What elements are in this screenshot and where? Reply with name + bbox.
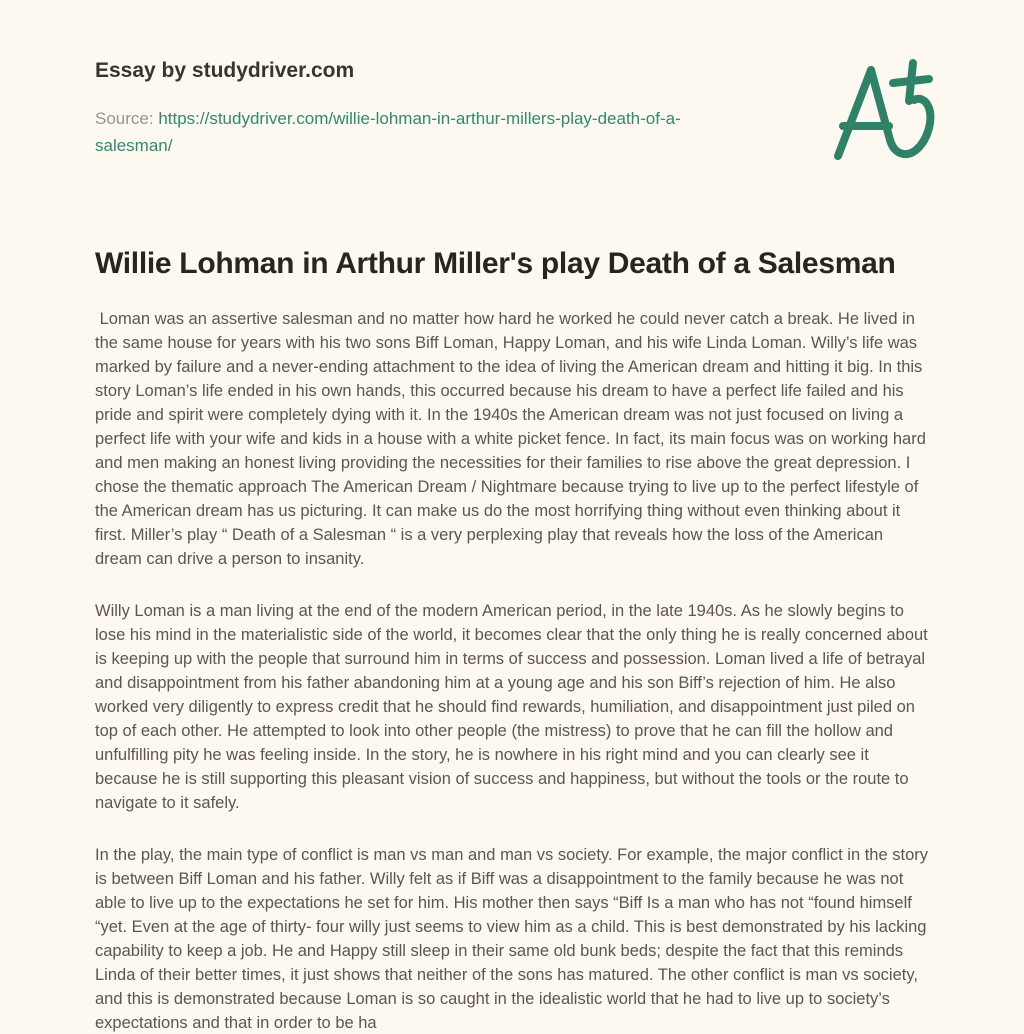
essay-paragraph-1: Loman was an assertive salesman and no matter how hard he worked he could never catch a break. He lived in the same house for years with his two sons Biff Loman, Happy Loman, and his wife Linda Loman. Willy’s life was marked by failure and a never-ending attachment to the idea of living the American dream and hitting it big. In this story Loman’s life ended in his own hands, this occurred because his dream to have a perfect life failed and his pride and spirit were completely dying with it. In the 1940s the American dream was not just focused on living a perfect life with your wife and kids in a house with a white picket fence. In fact, its main focus was on working hard and men making an honest living providing the necessities for their families to rise above the great depression. I chose the thematic approach The American Dream / Nightmare because trying to live up to the perfect lifestyle of the American dream has us picturing. It can make us do the most horrifying thing without even thinking about it first. Miller’s play “ Death of a Salesman “ is a very perplexing play that reveals how the loss of the American dream can drive a person to insanity. — [95, 310, 931, 569]
essay-body — [95, 307, 933, 1034]
logo-a-left-stroke — [838, 70, 871, 156]
logo-plus-vertical — [909, 63, 913, 101]
source-label: Source: — [95, 109, 159, 129]
source-link[interactable]: https://studydriver.com/willie-lohman-in-arthur-millers-play-death-of-a-salesman/ — [95, 109, 681, 155]
essay-byline: Essay by studydriver.com — [95, 59, 355, 82]
page-header — [95, 58, 930, 159]
essay-paragraph-2: Willy Loman is a man living at the end of the modern American period, in the late 1940s. As he slowly begins to lose his mind in the materialistic side of the world, it becomes clear that the only thing he is really concerned about is keeping up with the people that surround him in terms of success and possession. Loman lived a life of betrayal and disappointment from his father abandoning him at a young age and his son Biff’s rejection of him. He also worked very diligently to express credit that he should find rewards, humiliation, and disappointment just piled on top of each other. He attempted to look into other people (the mistress) to prove that he can fill the hollow and unfulfilling pity he was feeling inside. In the story, he is nowhere in his right mind and you can clearly see it because he is still supporting this pleasant vision of success and happiness, but without the tools or the route to navigate to it safely. — [95, 602, 933, 813]
essay-paragraph-3: In the play, the main type of conflict is man vs man and man vs society. For example, the major conflict in the story is between Biff Loman and his father. Willy felt as if Biff was a disappointment to the family because he was not able to live up to the expectations he set for him. His mother then says “Biff Is a man who has not “found himself “yet. Even at the age of thirty- four willy just seems to view him as a child. This is best demonstrated by his lacking capability to keep a job. He and Happy still sleep in their same old bunk beds; despite the fact that this reminds Linda of their better times, it just shows that neither of the sons has matured. The other conflict is man vs society, and this is demonstrated because Loman is so caught in the idealistic world that he had to live up to society’s expectations and that in order to be ha — [95, 846, 933, 1033]
a-plus-logo-icon — [826, 54, 936, 168]
source-line — [95, 106, 740, 159]
page-title: Willie Lohman in Arthur Miller's play Death of a Salesman — [95, 246, 896, 280]
